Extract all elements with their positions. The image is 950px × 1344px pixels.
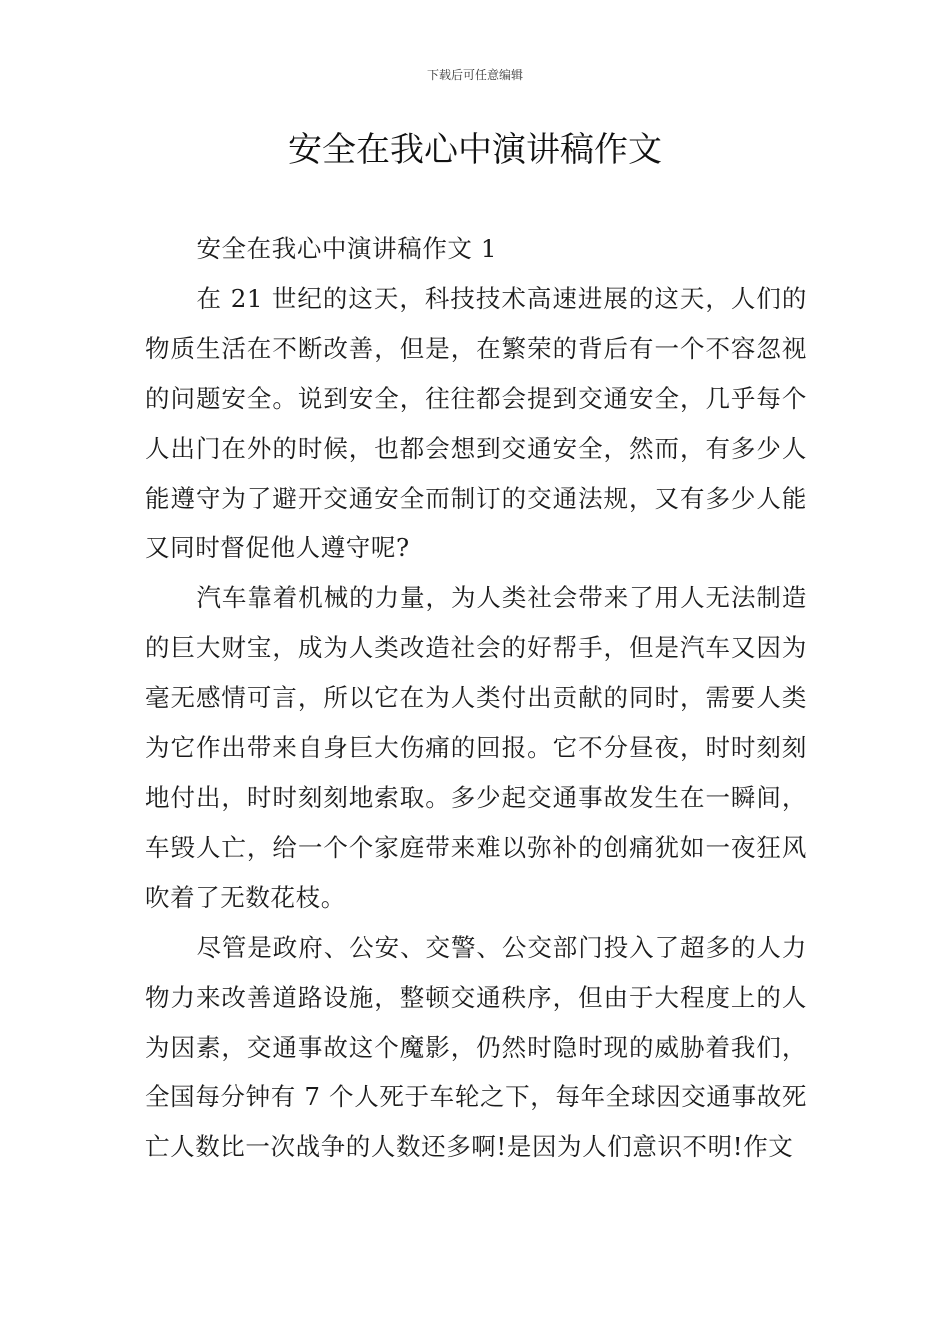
section-heading: 安全在我心中演讲稿作文 1: [196, 234, 498, 263]
paragraph: 尽管是政府、公安、交警、公交部门投入了超多的人力物力来改善道路设施，整顿交通秩序，但由于大程度上的人为因素，交通事故这个魔影，仍然时隐时现的威胁着我们，全国每分钟有 7 个人死于车轮之下，每年全球因交通事故死亡人数比一次战争的人数还多啊!是因为人们意识不明!作文: [145, 932, 807, 1162]
paragraph: 汽车靠着机械的力量，为人类社会带来了用人无法制造的巨大财宝，成为人类改造社会的好帮手，但是汽车又因为毫无感情可言，所以它在为人类付出贡献的同时，需要人类为它作出带来自身巨大伤痛的回报。它不分昼夜，时时刻刻地付出，时时刻刻地索取。多少起交通事故发生在一瞬间，车毁人亡，给一个个家庭带来难以弥补的创痛犹如一夜狂风吹着了无数花枝。: [145, 583, 807, 912]
document-title: 安全在我心中演讲稿作文: [288, 130, 662, 170]
header-note: 下载后可任意编辑: [426, 68, 523, 82]
paragraph: 在 21 世纪的这天，科技技术高速进展的这天，人们的物质生活在不断改善，但是，在繁荣的背后有一个不容忽视的问题安全。说到安全，往往都会提到交通安全，几乎每个人出门在外的时候，也都会想到交通安全，然而，有多少人能遵守为了避开交通安全而制订的交通法规，又有多少人能又同时督促他人遵守呢?: [145, 283, 807, 563]
document-body: [145, 224, 807, 1172]
